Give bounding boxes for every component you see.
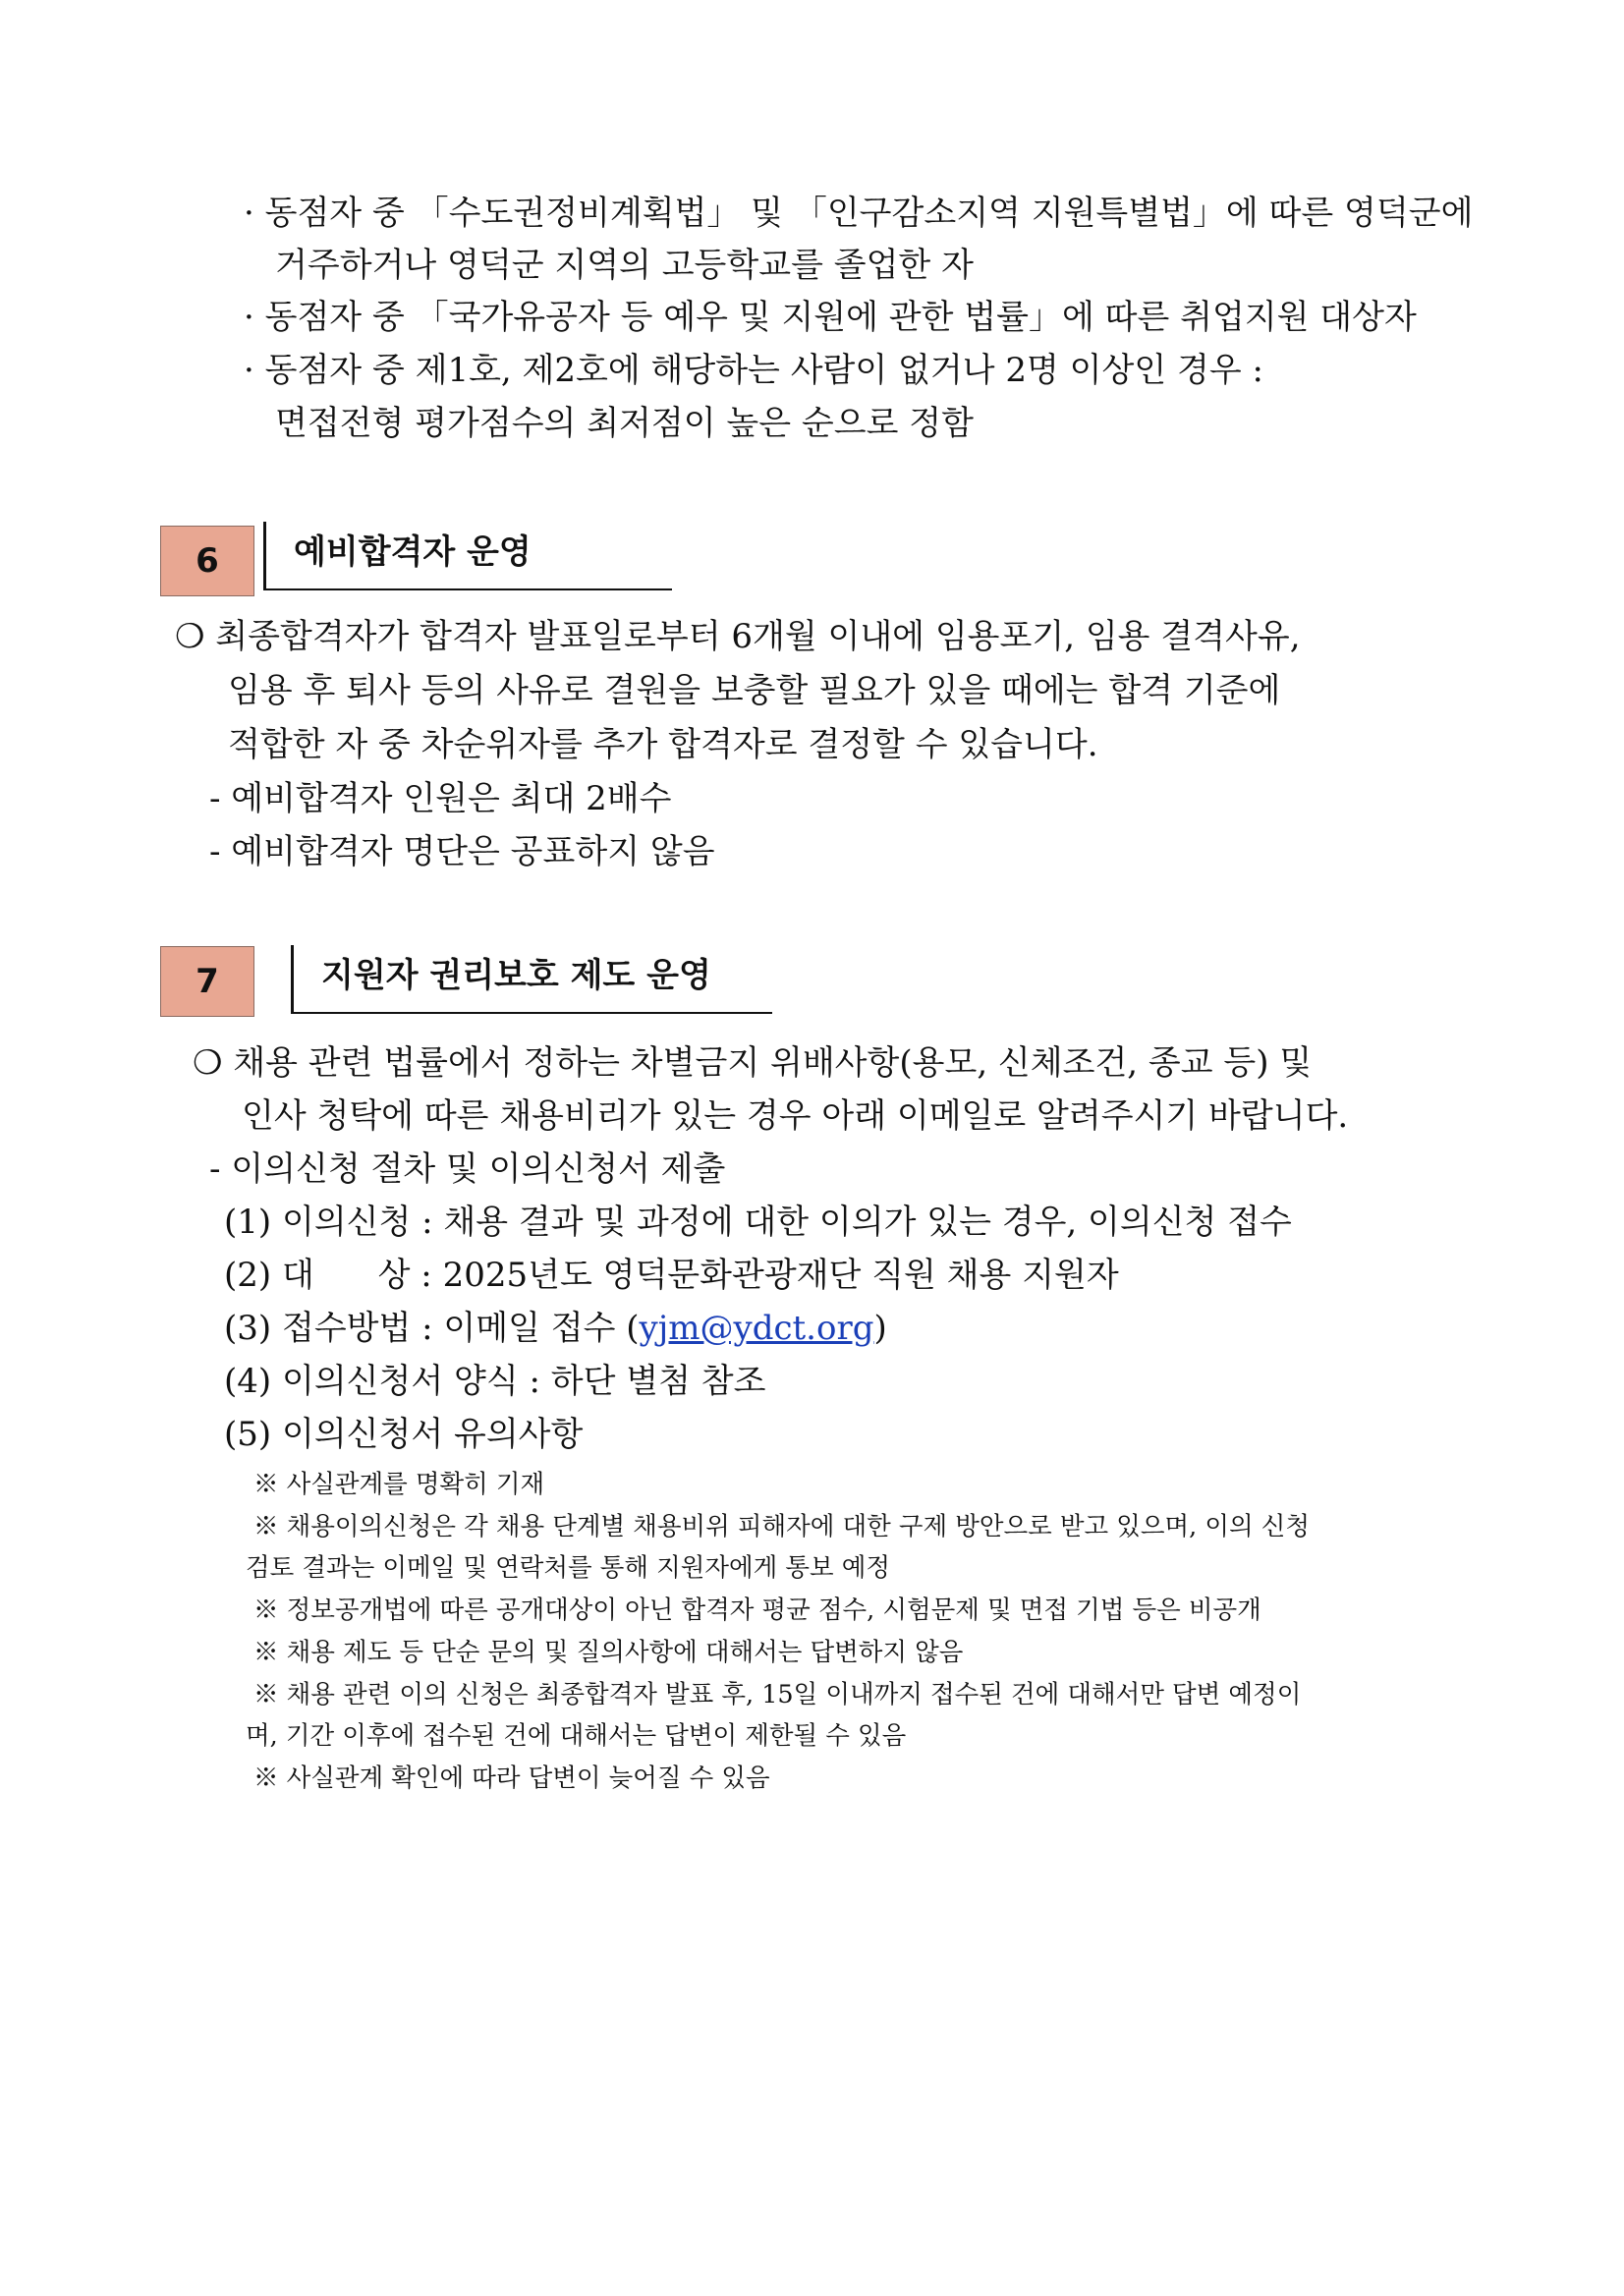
objection-item-2: (2) 대 상 : 2025년도 영덕문화관광재단 직원 채용 지원자 xyxy=(224,1256,1119,1295)
objection-item-1: (1) 이의신청 : 채용 결과 및 과정에 대한 이의가 있는 경우, 이의신청 접수 xyxy=(224,1203,1292,1242)
section-6-title: 예비합격자 운영 xyxy=(263,522,672,590)
section-7-title: 지원자 권리보호 제도 운영 xyxy=(291,945,772,1014)
email-link[interactable]: yjm@ydct.org xyxy=(639,1309,874,1348)
tiebreak-item-1: · 동점자 중 「수도권정비계획법」 및 「인구감소지역 지원특별법」에 따른 영덕군에 xyxy=(244,194,1474,233)
note-4: ※ 채용 제도 등 단순 문의 및 질의사항에 대해서는 답변하지 않음 xyxy=(253,1638,964,1667)
section-6-bullet-1: - 예비합격자 인원은 최대 2배수 xyxy=(209,779,672,818)
objection-item-5: (5) 이의신청서 유의사항 xyxy=(224,1415,584,1454)
section-7-number: 7 xyxy=(160,946,254,1017)
section-6-paragraph-line-3: 적합한 자 중 차순위자를 추가 합격자로 결정할 수 있습니다. xyxy=(228,725,1098,764)
section-6-number: 6 xyxy=(160,526,254,596)
note-2-cont: 검토 결과는 이메일 및 연락처를 통해 지원자에게 통보 예정 xyxy=(246,1553,891,1583)
note-6: ※ 사실관계 확인에 따라 답변이 늦어질 수 있음 xyxy=(253,1764,770,1793)
objection-subheading: - 이의신청 절차 및 이의신청서 제출 xyxy=(209,1149,726,1189)
tiebreak-item-2: · 동점자 중 「국가유공자 등 예우 및 지원에 관한 법률」에 따른 취업지원 대상자 xyxy=(244,298,1417,337)
tiebreak-item-3-cont: 면접전형 평가점수의 최저점이 높은 순으로 정함 xyxy=(275,404,974,443)
section-7-paragraph-line-1: ❍ 채용 관련 법률에서 정하는 차별금지 위배사항(용모, 신체조건, 종교 등) 및 xyxy=(193,1043,1313,1083)
section-6-paragraph-line-1: ❍ 최종합격자가 합격자 발표일로부터 6개월 이내에 임용포기, 임용 결격사유, xyxy=(175,617,1301,656)
note-3: ※ 정보공개법에 따른 공개대상이 아닌 합격자 평균 점수, 시험문제 및 면접 기법 등은 비공개 xyxy=(253,1596,1261,1625)
note-5-cont: 며, 기간 이후에 접수된 건에 대해서는 답변이 제한될 수 있음 xyxy=(246,1721,907,1751)
note-5: ※ 채용 관련 이의 신청은 최종합격자 발표 후, 15일 이내까지 접수된 건에 대해서만 답변 예정이 xyxy=(253,1680,1302,1709)
tiebreak-item-1-cont: 거주하거나 영덕군 지역의 고등학교를 졸업한 자 xyxy=(275,246,974,285)
section-7-paragraph-line-2: 인사 청탁에 따른 채용비리가 있는 경우 아래 이메일로 알려주시기 바랍니다. xyxy=(242,1096,1349,1136)
objection-item-3 xyxy=(224,1309,887,1348)
tiebreak-item-3: · 동점자 중 제1호, 제2호에 해당하는 사람이 없거나 2명 이상인 경우 : xyxy=(244,351,1263,390)
objection-item-3-label: (3) 접수방법 : 이메일 접수 ( xyxy=(224,1309,640,1348)
objection-item-3-close: ) xyxy=(873,1309,887,1348)
note-2: ※ 채용이의신청은 각 채용 단계별 채용비위 피해자에 대한 구제 방안으로 받고 있으며, 이의 신청 xyxy=(253,1512,1311,1541)
note-1: ※ 사실관계를 명확히 기재 xyxy=(253,1470,545,1499)
objection-item-4: (4) 이의신청서 양식 : 하단 별첨 참조 xyxy=(224,1362,766,1401)
section-6-paragraph-line-2: 임용 후 퇴사 등의 사유로 결원을 보충할 필요가 있을 때에는 합격 기준에 xyxy=(228,671,1281,710)
section-6-bullet-2: - 예비합격자 명단은 공표하지 않음 xyxy=(209,832,715,871)
